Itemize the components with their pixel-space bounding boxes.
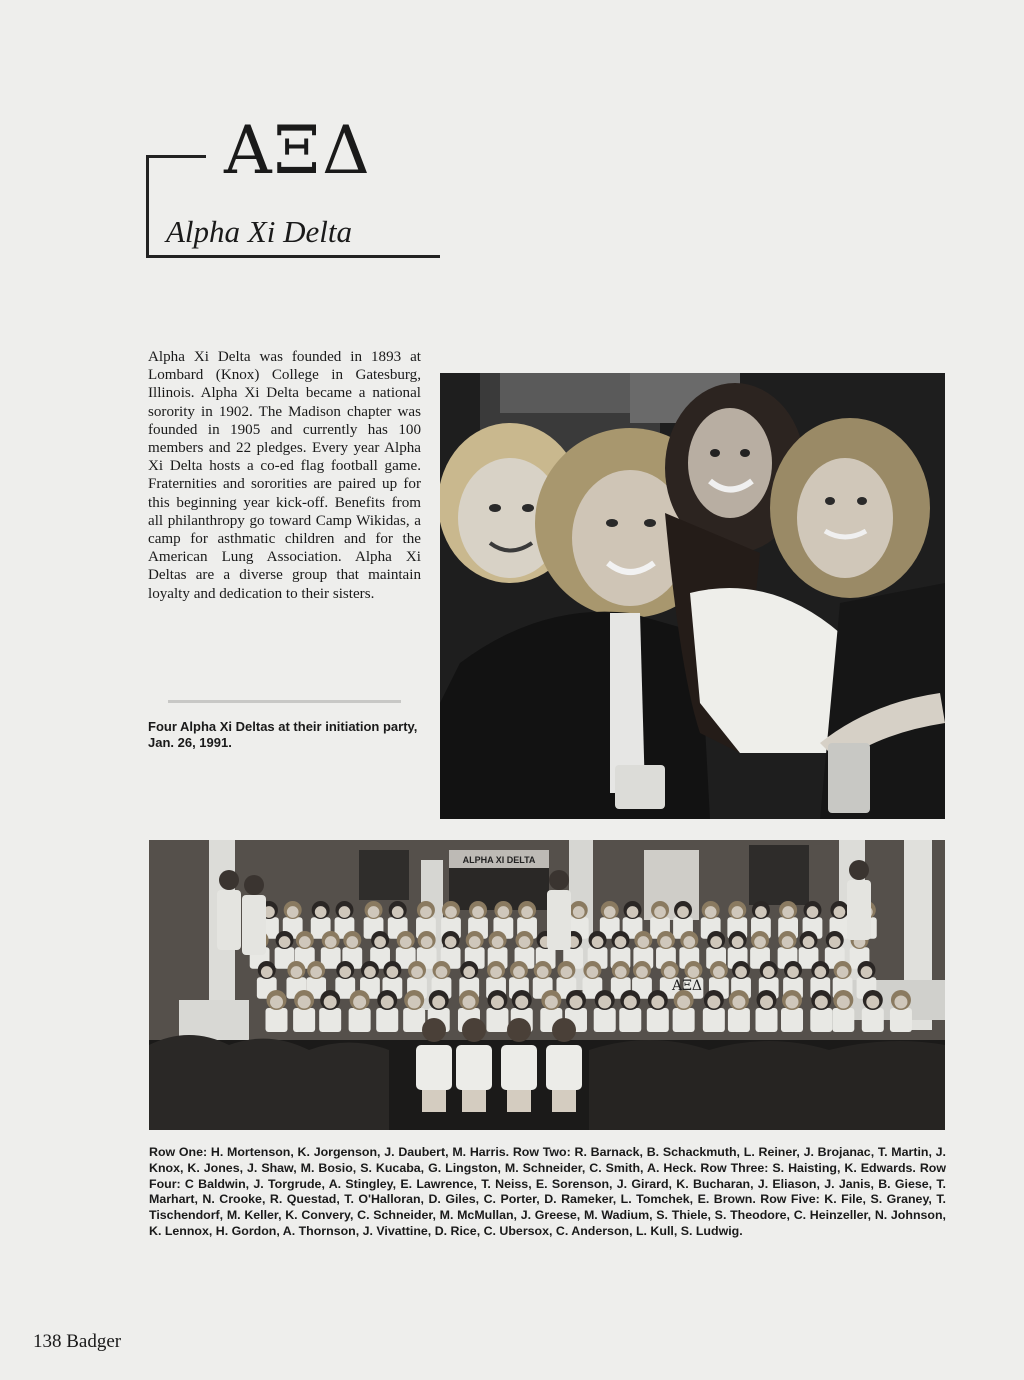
seated-member-legs [422, 1090, 446, 1112]
group-member-face [615, 966, 627, 978]
group-member-face [664, 966, 676, 978]
group-member-face [782, 906, 794, 918]
group-member-face [498, 906, 510, 918]
group-member-face [604, 906, 616, 918]
standing-member-head [849, 860, 869, 880]
group-member-face [400, 936, 412, 948]
group-member-face [705, 906, 717, 918]
group-member-face [829, 936, 841, 948]
group-member-face [688, 966, 700, 978]
group-member-face [521, 906, 533, 918]
initiation-party-photo [440, 373, 945, 819]
group-member-face [654, 906, 666, 918]
group-member-face [310, 966, 322, 978]
frame-top-rule [146, 155, 206, 158]
group-member-face [637, 936, 649, 948]
group-member-figure [728, 1008, 750, 1032]
group-member-figure [265, 1008, 287, 1032]
group-member-face [469, 936, 481, 948]
group-member-face [731, 906, 743, 918]
group-member-face [763, 966, 775, 978]
shirt-letters: ΑΞΔ [671, 978, 703, 994]
group-member-figure [703, 1008, 725, 1032]
group-member-face [866, 996, 879, 1009]
group-member-face [364, 966, 376, 978]
caption-divider [168, 700, 401, 703]
group-member-figure [810, 1008, 832, 1032]
article-body: Alpha Xi Delta was founded in 1893 at Lombard (Knox) College in Gatesburg, Illinois. Alpha Xi Delta became a national sorority in 1902. The Madison chapter was founded in 1905 and currently has 100 members and 22 pledges. Every year Alpha Xi Delta hosts a co-ed flag football game. Fraternities and sororities are paired up for this beginning year kick-off. Benefits from all philanthropy go toward Camp Wikidas, a camp for asthmatic children and for the American Lung Association. Alpha Xi Deltas are a diverse group that maintain loyalty and dedication to their sisters. [148, 349, 421, 602]
group-member-face [463, 966, 475, 978]
group-member-face [472, 906, 484, 918]
house-banner: ALPHA XI DELTA [462, 855, 536, 865]
group-member-figure [293, 1008, 315, 1032]
group-member-face [636, 966, 648, 978]
group-member-face [569, 996, 582, 1009]
group-member-face [573, 906, 585, 918]
group-photo-caption: Row One: H. Mortenson, K. Jorgenson, J. Daubert, M. Harris. Row Two: R. Barnack, B. Schackmuth, L. Reiner, J. Brojanac, T. Martin, J. Knox, K. Jones, J. Shaw, M. Bosio, S. Kucaba, G. Lingston, M. Schneider, C. Smith, A. Heck. Row Three: S. Haisting, K. Edwards. Row Four: C Baldwin, J. Torgrude, A. Stingley, E. Lawrence, T. Neiss, E. Sorenson, J. Girard, K. Bucharan, J. Eliason, J. Janis, B. Giese, T. Marhart, N. Crooke, R. Questad, T. O'Halloran, D. Giles, C. Porter, D. Rameker, L. Tomchek, E. Brown. Row Five: K. File, S. Graney, T. Tischendorf, M. Keller, K. Convery, C. Schneider, M. McMullan, J. Greese, M. Wadium, S. Thiele, S. Theodore, C. Heinzeller, N. Johnson, K. Lennox, H. Gordon, A. Thornson, J. Vivattine, D. Rice, C. Ubersox, C. Anderson, L. Kull, S. Ludwig. [149, 1145, 946, 1238]
group-member-face [392, 906, 404, 918]
group-member-face [787, 966, 799, 978]
group-member-face [324, 996, 337, 1009]
group-member-face [615, 936, 627, 948]
seated-member-legs [552, 1090, 576, 1112]
group-member-face [807, 906, 819, 918]
group-member-figure [319, 1008, 341, 1032]
group-member-face [786, 996, 799, 1009]
group-member-face [381, 996, 394, 1009]
group-member-figure [486, 1008, 508, 1032]
group-member-face [624, 996, 637, 1009]
group-member-face [710, 936, 722, 948]
group-member-face [677, 906, 689, 918]
group-member-face [837, 966, 849, 978]
group-member-face [592, 936, 604, 948]
seated-member-figure [501, 1045, 537, 1090]
standing-member-figure [847, 880, 871, 940]
group-member-face [660, 936, 672, 948]
standing-member-head [244, 875, 264, 895]
group-member-figure [349, 1008, 371, 1032]
chapter-group-photo [149, 840, 945, 1130]
group-member-figure [403, 1008, 425, 1032]
group-member-face [298, 996, 311, 1009]
page-folio: 138 Badger [33, 1331, 122, 1352]
group-member-face [432, 996, 445, 1009]
group-member-face [490, 966, 502, 978]
seated-member-head [507, 1018, 531, 1042]
group-member-face [861, 966, 873, 978]
group-member-face [279, 936, 291, 948]
seated-member-figure [456, 1045, 492, 1090]
frame-bottom-rule [146, 255, 440, 258]
group-member-face [411, 966, 423, 978]
group-member-face [445, 936, 457, 948]
group-member-face [735, 966, 747, 978]
group-member-face [462, 996, 475, 1009]
standing-member-head [219, 870, 239, 890]
seated-member-figure [546, 1045, 582, 1090]
group-member-face [421, 936, 433, 948]
group-member-figure [647, 1008, 669, 1032]
seated-member-figure [416, 1045, 452, 1090]
seated-member-head [462, 1018, 486, 1042]
group-member-face [732, 936, 744, 948]
greek-letters-title: ΑΞΔ [224, 112, 372, 189]
group-member-figure [781, 1008, 803, 1032]
group-member-face [760, 996, 773, 1009]
group-member-face [374, 936, 386, 948]
group-member-figure [673, 1008, 695, 1032]
group-member-face [353, 996, 366, 1009]
group-member-face [713, 966, 725, 978]
standing-member-figure [242, 895, 266, 955]
group-member-face [325, 936, 337, 948]
group-member-face [587, 966, 599, 978]
group-member-face [491, 996, 504, 1009]
group-member-face [754, 936, 766, 948]
group-member-face [291, 966, 303, 978]
group-member-face [492, 936, 504, 948]
group-member-face [408, 996, 421, 1009]
seated-member-head [422, 1018, 446, 1042]
group-member-figure [756, 1008, 778, 1032]
group-member-face [339, 906, 351, 918]
group-member-figure [594, 1008, 616, 1032]
standing-member-figure [217, 890, 241, 950]
group-member-face [261, 966, 273, 978]
group-member-face [837, 996, 850, 1009]
group-member-face [894, 996, 907, 1009]
group-member-face [598, 996, 611, 1009]
group-member-figure [619, 1008, 641, 1032]
group-member-face [782, 936, 794, 948]
group-member-face [683, 936, 695, 948]
group-member-face [755, 906, 767, 918]
group-member-face [677, 996, 690, 1009]
seated-member-legs [507, 1090, 531, 1112]
group-member-figure [890, 1008, 912, 1032]
group-member-face [445, 906, 457, 918]
seated-member-legs [462, 1090, 486, 1112]
organization-name: Alpha Xi Delta [166, 214, 352, 249]
group-member-face [651, 996, 664, 1009]
group-member-face [814, 966, 826, 978]
group-member-figure [862, 1008, 884, 1032]
group-member-face [561, 966, 573, 978]
group-member-face [732, 996, 745, 1009]
group-member-face [815, 996, 828, 1009]
group-member-face [537, 966, 549, 978]
group-member-face [346, 936, 358, 948]
group-member-face [387, 966, 399, 978]
group-member-face [519, 936, 531, 948]
group-member-face [515, 996, 528, 1009]
group-member-face [627, 906, 639, 918]
standing-member-head [549, 870, 569, 890]
group-member-face [315, 906, 327, 918]
frame-left-rule [146, 155, 149, 258]
group-member-face [803, 936, 815, 948]
group-member-face [287, 906, 299, 918]
standing-member-figure [547, 890, 571, 950]
group-member-face [834, 906, 846, 918]
group-member-face [707, 996, 720, 1009]
group-member-face [368, 906, 380, 918]
group-member-figure [832, 1008, 854, 1032]
group-member-face [513, 966, 525, 978]
group-member-face [299, 936, 311, 948]
group-member-figure [376, 1008, 398, 1032]
photo-caption-initiation: Four Alpha Xi Deltas at their initiation party, Jan. 26, 1991. [148, 719, 418, 750]
group-member-face [436, 966, 448, 978]
group-member-face [270, 996, 283, 1009]
group-member-face [420, 906, 432, 918]
seated-member-head [552, 1018, 576, 1042]
group-member-face [339, 966, 351, 978]
group-member-face [545, 996, 558, 1009]
